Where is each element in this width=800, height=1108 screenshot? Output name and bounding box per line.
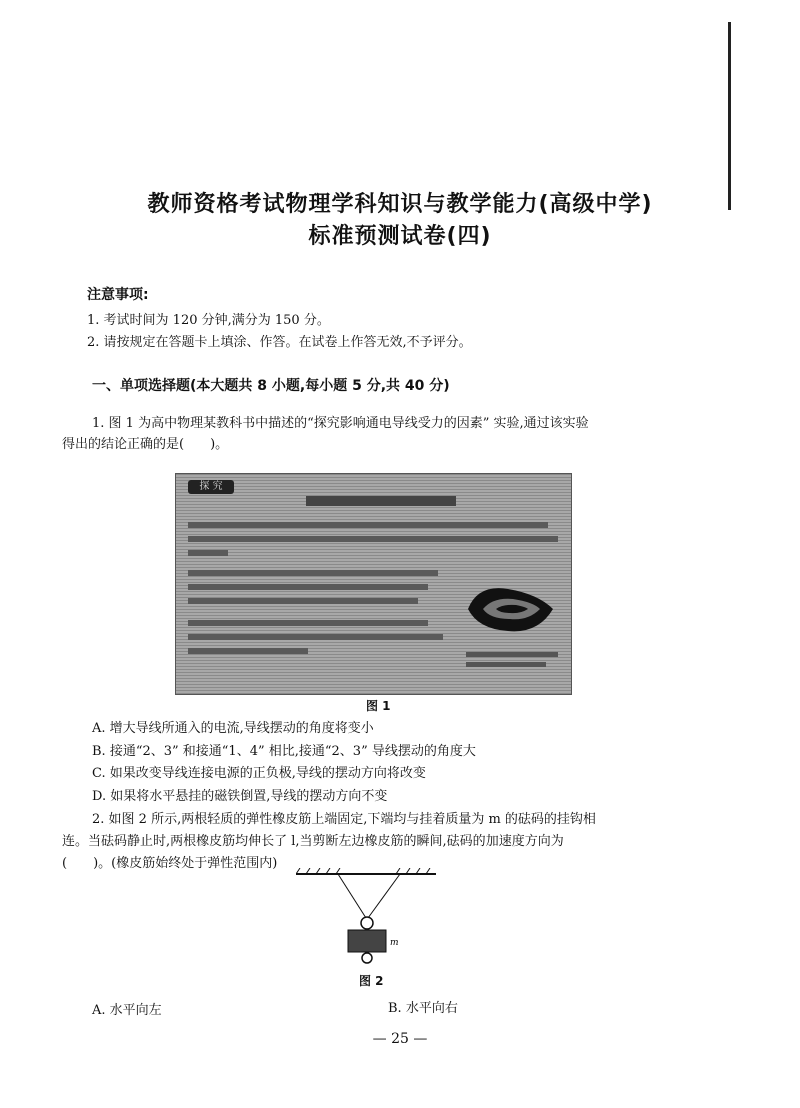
exam-subtitle: 标准预测试卷(四)	[308, 224, 492, 249]
q2-option-a: A. 水平向左	[92, 1003, 162, 1018]
section-heading: 一、单项选择题(本大题共 8 小题,每小题 5 分,共 40 分)	[92, 378, 450, 394]
q2-option-b: B. 水平向右	[388, 1001, 458, 1016]
figure-2-rubber-band-diagram	[296, 868, 436, 968]
figure-2-caption: 图 2	[359, 974, 384, 988]
figure-1-tag: 探 究	[188, 480, 234, 494]
q1-option-b: B. 接通“2、3” 和接通“1、4” 相比,接通“2、3” 导线摆动的角度大	[92, 744, 476, 759]
exam-title: 教师资格考试物理学科知识与教学能力(高级中学)	[147, 192, 653, 217]
figure-1-text-line	[188, 550, 228, 556]
question-1-stem: 1. 图 1 为高中物理某教科书中描述的“探究影响通电导线受力的因素” 实验,通过该实验	[92, 416, 589, 431]
question-1-stem-cont: 得出的结论正确的是( )。	[62, 437, 229, 452]
figure-1-heading-block	[306, 496, 456, 506]
q1-option-d: D. 如果将水平悬挂的磁铁倒置,导线的摆动方向不变	[92, 789, 388, 804]
question-2-stem-cont: 连。当砝码静止时,两根橡皮筋均伸长了 l,当剪断左边橡皮筋的瞬间,砝码的加速度方向为	[62, 834, 564, 849]
page-number: — 25 —	[372, 1031, 428, 1047]
figure-1-text-line	[188, 634, 443, 640]
figure-1-text-line	[188, 620, 428, 626]
note-item: 2. 请按规定在答题卡上填涂、作答。在试卷上作答无效,不予评分。	[87, 335, 472, 350]
figure-1-textbook-scan	[175, 473, 572, 695]
figure-1-text-line	[188, 648, 308, 654]
question-2-stem-cont: ( )。(橡皮筋始终处于弹性范围内)	[62, 856, 278, 871]
figure-1-inner-caption	[466, 652, 558, 657]
figure-1-inner-caption	[466, 662, 546, 667]
figure-1-text-line	[188, 584, 428, 590]
figure-1-text-line	[188, 570, 438, 576]
note-item: 1. 考试时间为 120 分钟,满分为 150 分。	[87, 313, 330, 328]
figure-1-text-line	[188, 536, 558, 542]
question-2-stem: 2. 如图 2 所示,两根轻质的弹性橡皮筋上端固定,下端均与挂着质量为 m 的砝码的挂钩相	[92, 812, 596, 827]
mass-label: m	[390, 938, 399, 948]
scan-edge-line	[728, 22, 731, 210]
figure-1-text-line	[188, 522, 548, 528]
magnet-apparatus-illustration	[458, 579, 558, 639]
q1-option-a: A. 增大导线所通入的电流,导线摆动的角度将变小	[92, 721, 374, 736]
figure-1-text-line	[188, 598, 418, 604]
figure-1-caption: 图 1	[366, 699, 391, 713]
q1-option-c: C. 如果改变导线连接电源的正负极,导线的摆动方向将改变	[92, 766, 426, 781]
notes-heading: 注意事项:	[87, 287, 149, 303]
